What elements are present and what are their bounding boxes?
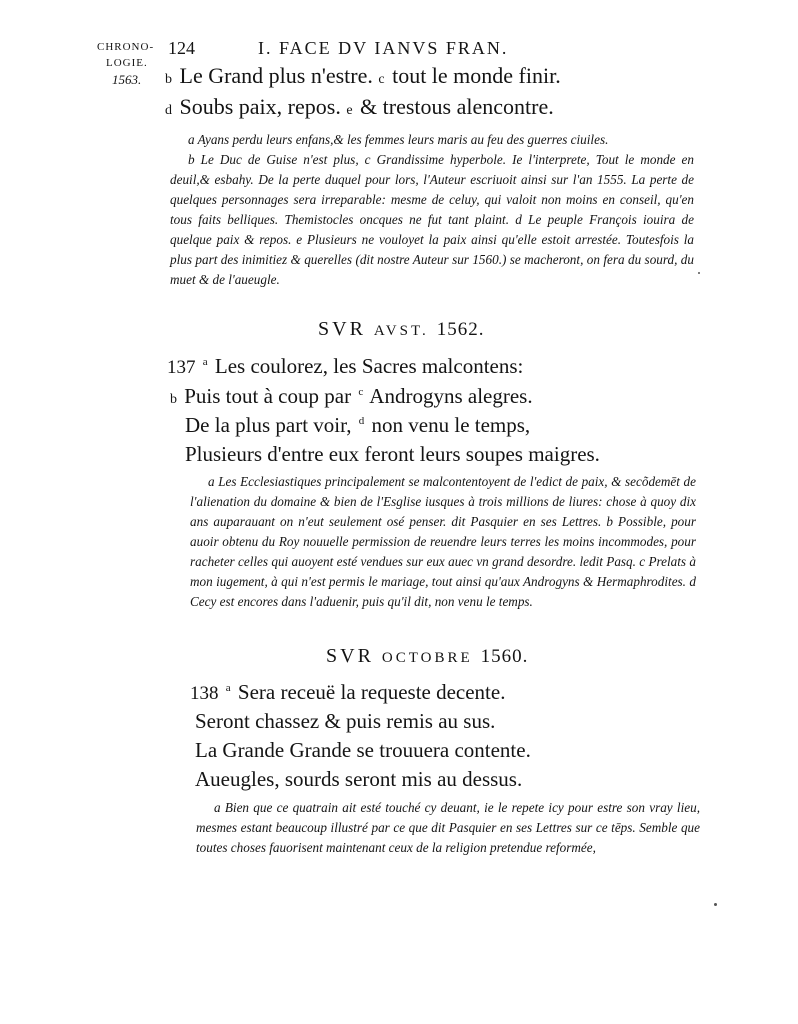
- commentary-137-text: a Les Ecclesiastiques principalement se malcontentoyent de l'edict de paix, & secõdemēt de l'alienation du domaine & bien de l'Esglise iusques à trois millions de liures: chose à quoy dix ans auparauant on n'eut seulement osé penser. dit Pasquier en ses Lettres. b Possible, pour auoir obtenu du Roy nouuelle permission de reuendre leurs terres les moins incommodes, pour racheter celles qui auoyent esté vendues sur eux auec vn grand desordre. ledit Pasq. c Prelats à mon iugement, à qui n'est permis le mariage, tout ainsi qu'aux Androgyns & Hermaphrodites. d Cecy est encores dans l'aduenir, puis qu'il dit, non venu le temps.: [190, 474, 696, 609]
- quatrain-137-line-1: [167, 354, 523, 380]
- section-heading-octobre-1560: [326, 645, 528, 668]
- heading-prefix: SVR: [326, 645, 374, 667]
- page-number: 124: [168, 38, 195, 58]
- quatrain-138-line-1: [190, 680, 505, 706]
- heading-year: 1560.: [480, 646, 529, 667]
- quatrain-138-line-4: Aueugles, sourds seront mis au dessus.: [195, 767, 523, 791]
- quatrain-number: 138: [190, 683, 219, 704]
- verse-text: Sera receuë la requeste decente.: [237, 680, 506, 704]
- note-marker: c: [378, 72, 385, 87]
- quatrain-138-line-2: Seront chassez & puis remis au sus.: [195, 709, 496, 733]
- note-marker: c: [358, 386, 364, 398]
- verse-text: tout le monde finir.: [392, 63, 561, 88]
- verse-text: Puis tout à coup par: [184, 384, 352, 408]
- commentary-note-a: a Ayans perdu leurs enfans,& les femmes leurs maris au feu des guerres ciuiles.: [188, 132, 609, 147]
- section-heading-aust-1562: [318, 318, 485, 341]
- note-marker: d: [358, 415, 365, 427]
- commentary-notes-b-e: b Le Duc de Guise n'est plus, c Grandissime hyperbole. Ie l'interprete, Tout le monde en deuil,& esbahy. De la perte duquel pour lors, l'Auteur escriuoit ainsi sur l'an 1555. La perte de quelques personnages sera irreparable: mesme de celuy, qui valoit non moins en conseil, qu'en tous faits belliques. Themistocles oncques ne fut tant plaint. d Le peuple François iouira de quelque paix & repos. e Plusieurs ne vouloyet la paix ainsi qu'elle estoit arrestée. Toutesfois la plus part des inimitiez & querelles (dit nostre Auteur sur 1560.) se macheront, on fera du sourd, du muet & de l'aueugle.: [170, 152, 694, 287]
- verse-text: Soubs paix, repos.: [179, 94, 341, 119]
- heading-prefix: SVR: [318, 318, 366, 340]
- quatrain-137-line-3: [185, 413, 530, 437]
- quatrain-137-line-4: Plusieurs d'entre eux feront leurs soupes maigres.: [185, 442, 600, 466]
- note-marker: b: [165, 72, 172, 87]
- note-marker: b: [170, 392, 177, 407]
- verse-line-top-1: [165, 64, 561, 92]
- scan-speck: [698, 272, 700, 274]
- scan-speck: [714, 903, 717, 906]
- note-marker: a: [225, 682, 231, 694]
- note-marker: d: [165, 103, 172, 118]
- quatrain-number: 137: [167, 357, 196, 378]
- note-marker: a: [202, 356, 208, 368]
- verse-text: Androgyns alegres.: [369, 384, 533, 408]
- verse-text: & trestous alencontre.: [360, 94, 554, 119]
- verse-text: Le Grand plus n'estre.: [179, 63, 373, 88]
- heading-year: 1562.: [436, 319, 485, 340]
- commentary-138: [196, 798, 700, 858]
- quatrain-138-line-3: La Grande Grande se trouuera contente.: [195, 738, 531, 762]
- verse-text: De la plus part voir,: [185, 413, 352, 437]
- commentary-137: [190, 472, 696, 612]
- running-title: I. FACE DV IANVS FRAN.: [258, 38, 509, 58]
- commentary-138-text: a Bien que ce quatrain ait esté touché cy deuant, ie le repete icy pour estre son vray lieu, mesmes estant beaucoup illustré par ce que dit Pasquier en ses Lettres sur ce tēps. Semble que toutes choses fauorisent maintenant ceux de la religion pretendue reformée,: [196, 800, 700, 855]
- verse-text: Les coulorez, les Sacres malcontens:: [214, 354, 524, 378]
- margin-chronologie-line1: CHRONO-: [97, 41, 155, 53]
- heading-word: OCTOBRE: [381, 650, 473, 666]
- commentary-top: [170, 130, 694, 290]
- margin-year: 1563.: [112, 72, 142, 87]
- heading-word: AVST.: [373, 323, 429, 339]
- verse-text: non venu le temps,: [371, 413, 531, 437]
- verse-line-top-2: [165, 95, 554, 123]
- margin-chronologie-line2: LOGIE.: [106, 57, 148, 69]
- note-marker: e: [346, 103, 353, 118]
- quatrain-137-line-2: [170, 384, 533, 412]
